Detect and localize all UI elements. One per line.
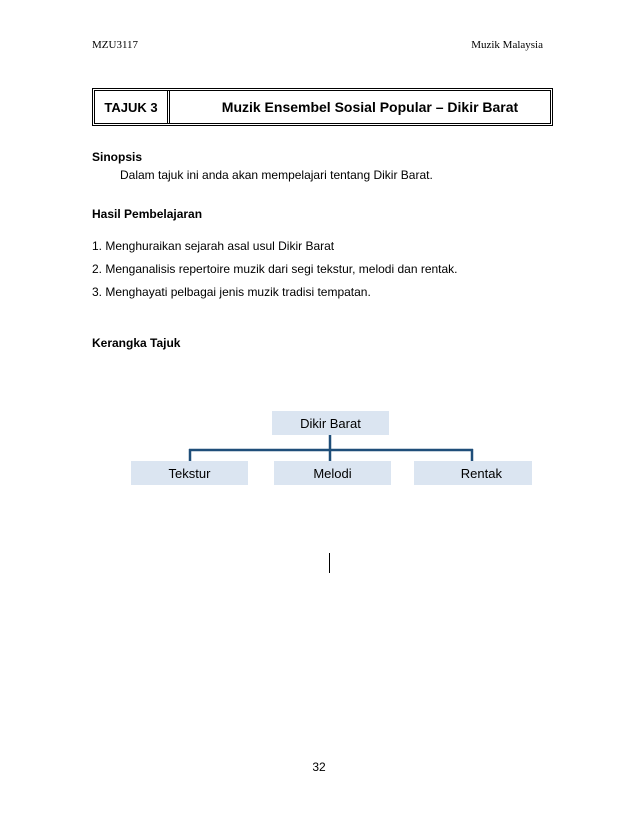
header-course-title: Muzik Malaysia (471, 39, 543, 51)
topic-framework-heading: Kerangka Tajuk (92, 336, 181, 350)
sinopsis-text: Dalam tajuk ini anda akan mempelajari tentang Dikir Barat. (120, 168, 433, 182)
diagram-node-rentak: Rentak (414, 461, 532, 485)
diagram-node-melodi: Melodi (274, 461, 391, 485)
topic-title-box (92, 88, 553, 126)
learning-outcome-item: 3. Menghayati pelbagai jenis muzik tradisi tempatan. (92, 285, 371, 299)
text-cursor (329, 553, 330, 573)
learning-outcome-item: 2. Menganalisis repertoire muzik dari segi tekstur, melodi dan rentak. (92, 262, 458, 276)
page-number: 32 (312, 760, 326, 774)
diagram-node-tekstur: Tekstur (131, 461, 248, 485)
topic-code: TAJUK 3 (95, 91, 170, 123)
topic-title: Muzik Ensembel Sosial Popular – Dikir Barat (221, 99, 519, 115)
header-course-code: MZU3117 (92, 39, 139, 51)
sinopsis-heading: Sinopsis (92, 150, 143, 164)
learning-outcomes-heading: Hasil Pembelajaran (92, 207, 203, 221)
learning-outcome-item: 1. Menghuraikan sejarah asal usul Dikir Barat (92, 239, 335, 253)
diagram-node-root: Dikir Barat (272, 411, 389, 435)
